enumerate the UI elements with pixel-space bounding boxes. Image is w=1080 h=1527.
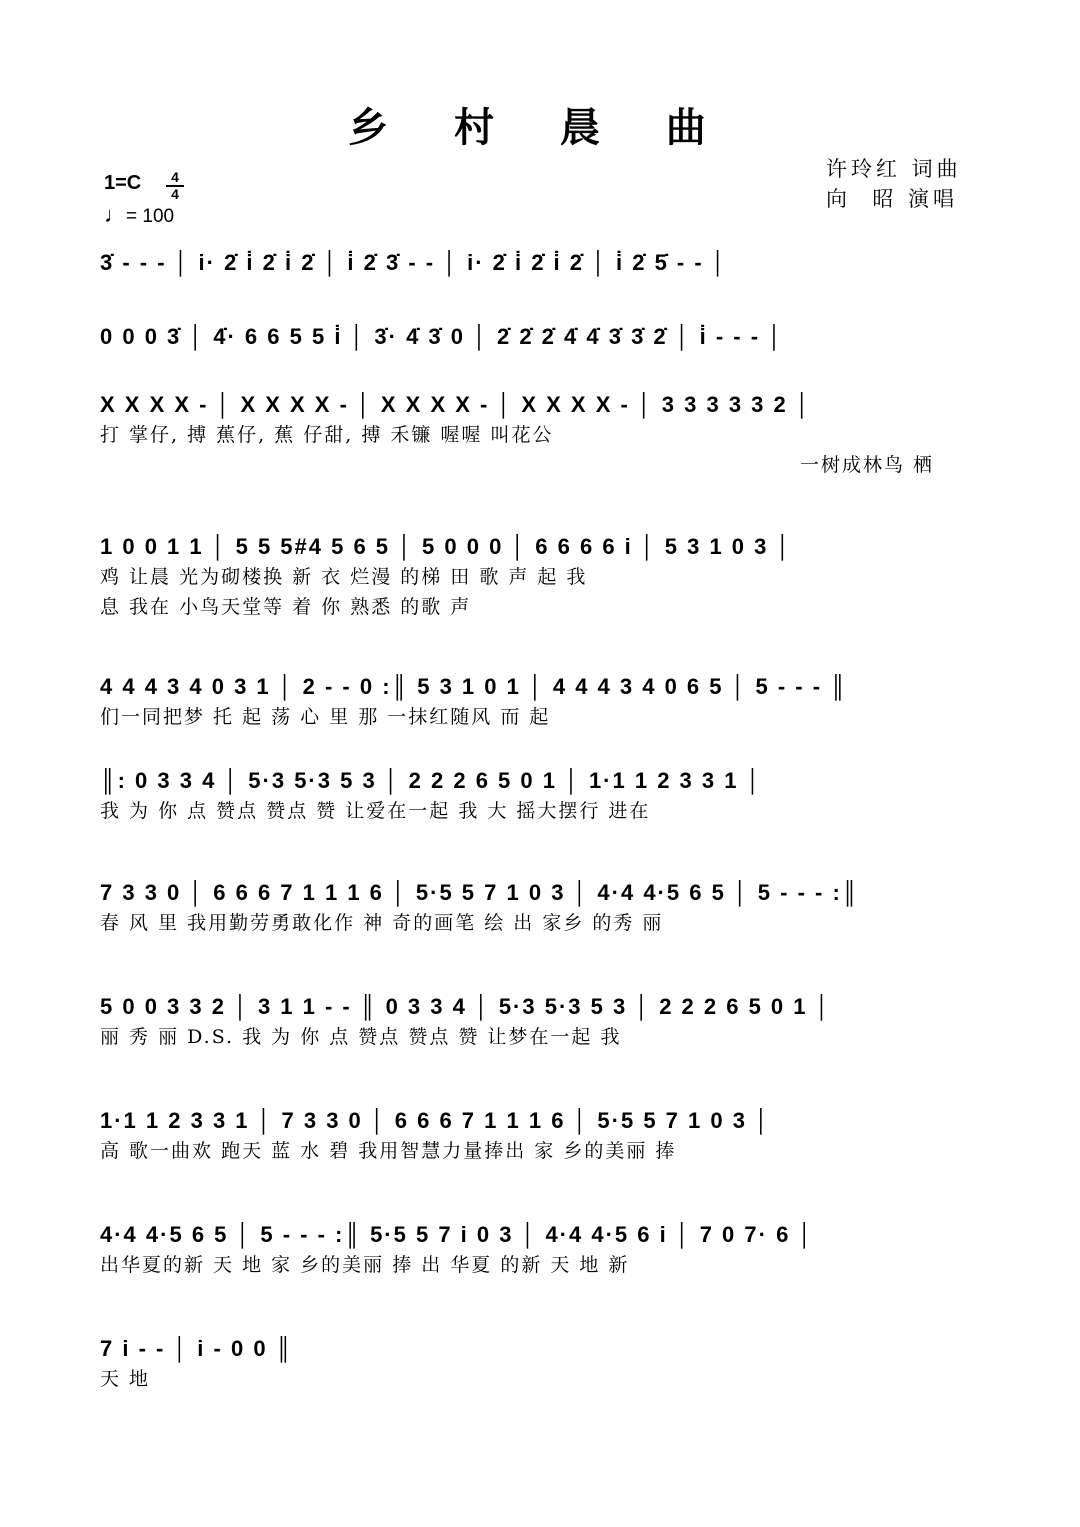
- system-10-lyrics: 出华夏的新 天 地 家 乡的美丽 捧 出 华夏 的新 天 地 新: [100, 1254, 630, 1276]
- system-4-notes: 1 0 0 1 1 │ 5 5 5#4 5 6 5 │ 5 0 0 0 │ 6 6 6 6 i │ 5 3 1 0 3 │: [100, 534, 793, 559]
- system-8-lyrics: 丽 秀 丽 D.S. 我 为 你 点 赞点 赞点 赞 让梦在一起 我: [100, 1026, 622, 1048]
- system-7-notes: 7 3 3 0 │ 6 6 6 7 1 1 1 6 │ 5·5 5 7 1 0 3 │ 4·4 4·5 6 5 │ 5 - - - :║: [100, 880, 860, 905]
- system-7-lyrics: 春 风 里 我用勤劳勇敢化作 神 奇的画笔 绘 出 家乡 的秀 丽: [100, 912, 664, 934]
- system-11-notes: 7 i - - │ i - 0 0 ║: [100, 1336, 294, 1361]
- time-signature-top: 4: [171, 169, 179, 185]
- system-2-notes: 0 0 0 3̇ │ 4̇· 6 6 5 5 i̇ │ 3̇· 4̇ 3̇ 0 │ 2̇ 2̇ 2̇ 4̇ 4̇ 3̇ 3̇ 2̇ │ i̇ - - - │: [100, 324, 784, 349]
- time-signature-bottom: 4: [166, 185, 184, 202]
- tempo-mark: [104, 202, 174, 228]
- tempo-value: = 100: [126, 206, 175, 227]
- credit-composer: 许玲红 词曲: [826, 157, 962, 181]
- system-9-lyrics: 高 歌一曲欢 跑天 蓝 水 碧 我用智慧力量捧出 家 乡的美丽 捧: [100, 1140, 677, 1162]
- credits: [826, 154, 962, 214]
- system-11-lyrics: 天 地: [100, 1368, 151, 1390]
- system-10-notes: 4·4 4·5 6 5 │ 5 - - - :║ 5·5 5 7 i 0 3 │ 4·4 4·5 6 i │ 7 0 7· 6 │: [100, 1222, 815, 1247]
- system-8-notes: 5 0 0 3 3 2 │ 3 1 1 - - ║ 0 3 3 4 │ 5·3 5·3 5 3 │ 2 2 2 6 5 0 1 │: [100, 994, 832, 1019]
- system-4-lyrics-1: 鸡 让晨 光为砌楼换 新 衣 烂漫 的梯 田 歌 声 起 我: [100, 566, 588, 588]
- system-3-lyrics-2: 一树成林鸟 栖: [800, 454, 935, 476]
- system-9-notes: 1·1 1 2 3 3 1 │ 7 3 3 0 │ 6 6 6 7 1 1 1 6 │ 5·5 5 7 1 0 3 │: [100, 1108, 771, 1133]
- time-signature: [166, 170, 184, 202]
- system-3-lyrics-1: 打 掌仔, 搏 蕉仔, 蕉 仔甜, 搏 禾镰 喔喔 叫花公: [100, 424, 554, 446]
- page-title: 乡 村 晨 曲: [348, 104, 732, 151]
- system-6-notes: ║: 0 3 3 4 │ 5·3 5·3 5 3 │ 2 2 2 6 5 0 1 │ 1·1 1 2 3 3 1 │: [100, 768, 763, 793]
- system-4-lyrics-2: 息 我在 小鸟天堂等 着 你 熟悉 的歌 声: [100, 596, 472, 618]
- system-5-lyrics: 们一同把梦 托 起 荡 心 里 那 一抹红随风 而 起: [100, 706, 551, 728]
- system-1-notes: 3̇ - - - │ i· 2̇ i̇ 2̇ i̇ 2̇ │ i̇ 2̇ 3̇ - - │ i· 2̇ i̇ 2̇ i̇ 2̇ │ i̇ 2̇ 5̇ - - │: [100, 250, 728, 275]
- system-3-notes: X X X X - │ X X X X - │ X X X X - │ X X X X - │ 3 3 3 3 3 2 │: [100, 392, 812, 417]
- key-signature: 1=C: [104, 172, 142, 194]
- system-6-lyrics: 我 为 你 点 赞点 赞点 赞 让爱在一起 我 大 摇大摆行 进在: [100, 800, 651, 822]
- credit-singer: 向 昭 演唱: [826, 187, 959, 211]
- system-5-notes: 4 4 4 3 4 0 3 1 │ 2 - - 0 :║ 5 3 1 0 1 │ 4 4 4 3 4 0 6 5 │ 5 - - - ║: [100, 674, 848, 699]
- quarter-note-icon: ♩: [104, 202, 126, 227]
